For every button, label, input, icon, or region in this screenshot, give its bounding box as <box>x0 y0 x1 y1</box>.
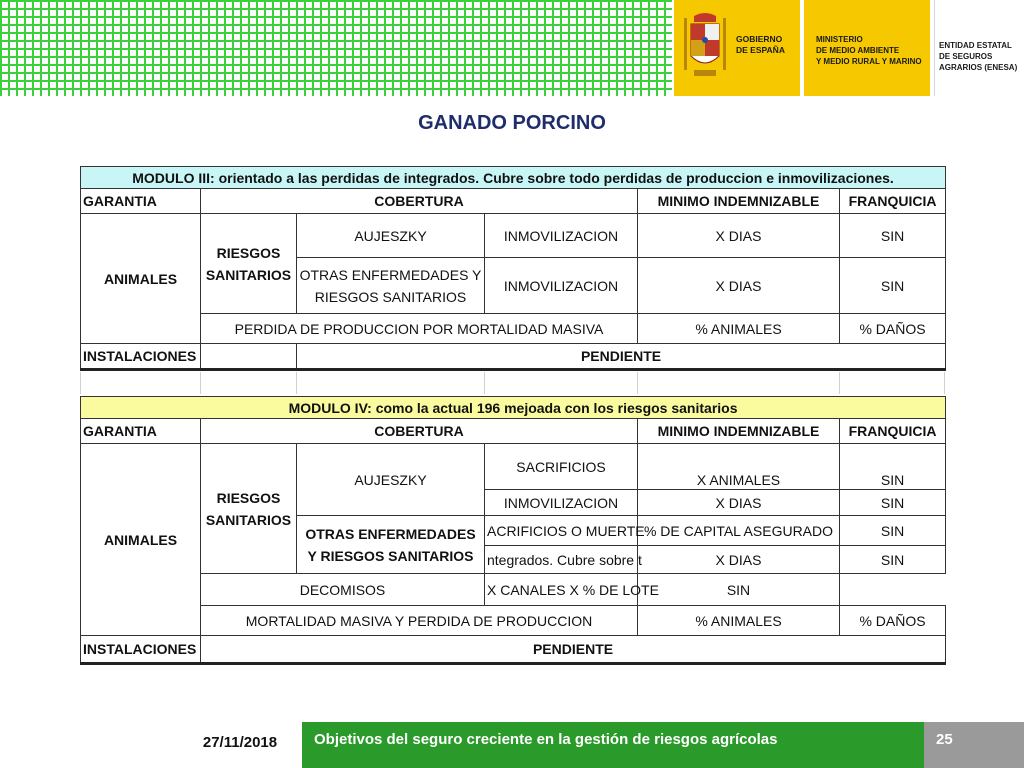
enesa-line-1: ENTIDAD ESTATAL <box>939 41 1012 50</box>
enesa-line-2: DE SEGUROS <box>939 52 993 61</box>
ministerio-line-1: MINISTERIO <box>816 35 863 44</box>
table-cell: % DE CAPITAL ASEGURADO <box>638 516 840 546</box>
table-cell: SIN <box>840 546 946 574</box>
table-cell: MORTALIDAD MASIVA Y PERDIDA DE PRODUCCION <box>201 606 638 636</box>
table-cell: SIN <box>840 444 946 490</box>
instalaciones-cell: INSTALACIONES <box>81 636 201 664</box>
page-number: 25 <box>924 722 1024 768</box>
table-cell: % ANIMALES <box>638 606 840 636</box>
table-cell: % DAÑOS <box>840 606 946 636</box>
animales-cell: ANIMALES <box>81 444 201 636</box>
table-cell: X DIAS <box>638 490 840 516</box>
table-cell: X ANIMALES <box>638 444 840 490</box>
col-minimo-indemnizable: MINIMO INDEMNIZABLE <box>638 189 840 214</box>
table-cell: PERDIDA DE PRODUCCION POR MORTALIDAD MASIVA <box>201 314 638 344</box>
gobierno-line-2: DE ESPAÑA <box>736 45 785 55</box>
table-cell: AUJESZKY <box>297 444 485 516</box>
ministerio-line-3: Y MEDIO RURAL Y MARINO <box>816 57 922 66</box>
footer <box>0 722 1024 768</box>
footer-title: Objetivos del seguro creciente en la gestión de riesgos agrícolas <box>302 722 924 768</box>
modulo-3-table <box>80 166 946 371</box>
animales-cell: ANIMALES <box>81 214 201 344</box>
col-garantia: GARANTIA <box>81 419 201 444</box>
table-cell: OTRAS ENFERMEDADES Y RIESGOS SANITARIOS <box>297 516 485 574</box>
enesa-logo <box>934 0 1025 96</box>
table-cell: SACRIFICIOS <box>485 444 638 490</box>
ministerio-logo <box>804 0 930 96</box>
table-cell: ntegrados. Cubre sobre t <box>485 546 638 574</box>
table-cell: INMOVILIZACION <box>485 258 638 314</box>
instalaciones-cell: INSTALACIONES <box>81 344 201 370</box>
col-cobertura: COBERTURA <box>201 189 638 214</box>
table-cell: % ANIMALES <box>638 314 840 344</box>
table-cell: AUJESZKY <box>297 214 485 258</box>
table-cell: SIN <box>638 574 840 606</box>
col-minimo-indemnizable: MINIMO INDEMNIZABLE <box>638 419 840 444</box>
table-cell: SIN <box>840 258 946 314</box>
table-cell: INMOVILIZACION <box>485 214 638 258</box>
col-garantia: GARANTIA <box>81 189 201 214</box>
table-cell <box>201 344 297 370</box>
header-grid-pattern <box>0 0 672 96</box>
table-cell: DECOMISOS <box>201 574 485 606</box>
spacer-gridlines <box>80 372 944 394</box>
pendiente-cell: PENDIENTE <box>297 344 946 370</box>
enesa-line-3: AGRARIOS (ENESA) <box>939 63 1018 72</box>
page-title: GANADO PORCINO <box>418 112 606 134</box>
table-cell: X DIAS <box>638 214 840 258</box>
table-cell: X CANALES X % DE LOTE <box>485 574 638 606</box>
table-cell: OTRAS ENFERMEDADES Y RIESGOS SANITARIOS <box>297 258 485 314</box>
modulo-3-header: MODULO III: orientado a las perdidas de integrados. Cubre sobre todo perdidas de produccion e inmovilizaciones. <box>81 167 946 189</box>
riesgos-sanitarios-cell: RIESGOS SANITARIOS <box>201 214 297 314</box>
table-cell: X DIAS <box>638 258 840 314</box>
col-cobertura: COBERTURA <box>201 419 638 444</box>
col-franquicia: FRANQUICIA <box>840 419 946 444</box>
gobierno-line-1: GOBIERNO <box>736 34 783 44</box>
riesgos-sanitarios-cell: RIESGOS SANITARIOS <box>201 444 297 574</box>
table-cell: % DAÑOS <box>840 314 946 344</box>
table-cell: X DIAS <box>638 546 840 574</box>
coat-of-arms-icon <box>682 12 728 82</box>
modulo-4-table <box>80 396 946 665</box>
modulo-4-header: MODULO IV: como la actual 196 mejoada con los riesgos sanitarios <box>81 397 946 419</box>
pendiente-cell: PENDIENTE <box>201 636 946 664</box>
table-cell: INMOVILIZACION <box>485 490 638 516</box>
table-cell: SIN <box>840 490 946 516</box>
footer-date: 27/11/2018 <box>180 722 300 768</box>
table-cell: ACRIFICIOS O MUERTE <box>485 516 638 546</box>
gobierno-logo <box>674 0 800 96</box>
table-cell: SIN <box>840 214 946 258</box>
col-franquicia: FRANQUICIA <box>840 189 946 214</box>
table-cell: SIN <box>840 516 946 546</box>
ministerio-line-2: DE MEDIO AMBIENTE <box>816 46 900 55</box>
